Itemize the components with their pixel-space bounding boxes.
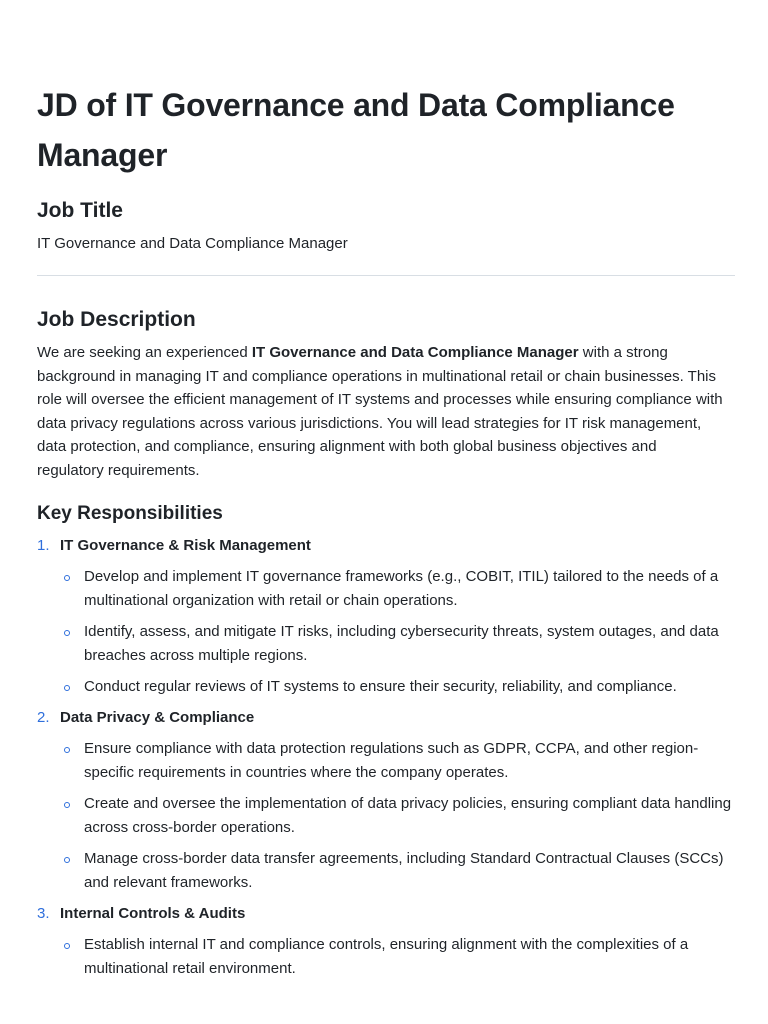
responsibility-title: IT Governance & Risk Management bbox=[60, 537, 311, 554]
bullet-circle-icon bbox=[64, 747, 70, 753]
list-item bbox=[37, 675, 735, 699]
bullet-circle-icon bbox=[64, 802, 70, 808]
bullet-circle-icon bbox=[64, 857, 70, 863]
bullet-circle-icon bbox=[64, 630, 70, 636]
list-item bbox=[37, 933, 735, 981]
job-title-heading: Job Title bbox=[37, 199, 123, 222]
page-title: JD of IT Governance and Data Compliance Manager bbox=[37, 87, 675, 173]
list-item-text: Ensure compliance with data protection regulations such as GDPR, CCPA, and other region-specific requirements in countries where the company operates. bbox=[84, 740, 699, 781]
list-item bbox=[37, 847, 735, 895]
list-item bbox=[37, 737, 735, 785]
list-item bbox=[37, 792, 735, 840]
responsibility-items bbox=[37, 933, 735, 981]
bullet-circle-icon bbox=[64, 575, 70, 581]
responsibility-title: Internal Controls & Audits bbox=[60, 905, 246, 922]
section-divider bbox=[37, 275, 735, 276]
job-description-intro: We are seeking an experienced bbox=[37, 344, 252, 361]
list-item bbox=[37, 565, 735, 613]
responsibilities-list bbox=[37, 534, 735, 988]
bullet-circle-icon bbox=[64, 943, 70, 949]
responsibility-title: Data Privacy & Compliance bbox=[60, 709, 255, 726]
responsibility-items bbox=[37, 565, 735, 699]
job-title-value: IT Governance and Data Compliance Manager bbox=[37, 235, 348, 252]
list-number: 1. bbox=[37, 537, 50, 554]
list-item-text: Establish internal IT and compliance controls, ensuring alignment with the complexities of a multinational retail environment. bbox=[84, 936, 689, 977]
list-number: 3. bbox=[37, 905, 50, 922]
bullet-circle-icon bbox=[64, 685, 70, 691]
list-item bbox=[37, 620, 735, 668]
responsibility-section bbox=[37, 706, 735, 895]
job-description-paragraph bbox=[37, 341, 727, 483]
responsibility-section bbox=[37, 902, 735, 981]
job-description-rest: with a strong background in managing IT and compliance operations in multinational retail or chain businesses. This role will oversee the efficient management of IT systems and processes while ensuring compliance with data privacy regulations across various jurisdictions. You will lead strategies for IT risk management, data protection, and compliance, ensuring alignment with both global business objectives and regulatory requirements. bbox=[37, 344, 723, 479]
key-responsibilities-heading: Key Responsibilities bbox=[37, 503, 223, 524]
responsibility-items bbox=[37, 737, 735, 895]
list-item-text: Manage cross-border data transfer agreements, including Standard Contractual Clauses (SCCs) and relevant frameworks. bbox=[84, 850, 724, 891]
responsibility-section bbox=[37, 534, 735, 699]
list-item-text: Develop and implement IT governance frameworks (e.g., COBIT, ITIL) tailored to the needs of a multinational organization with retail or chain operations. bbox=[84, 568, 719, 609]
list-item-text: Create and oversee the implementation of data privacy policies, ensuring compliant data handling across cross-border operations. bbox=[84, 795, 732, 836]
list-number: 2. bbox=[37, 709, 50, 726]
list-item-text: Identify, assess, and mitigate IT risks, including cybersecurity threats, system outages, and data breaches across multiple regions. bbox=[84, 623, 719, 664]
job-description-role: IT Governance and Data Compliance Manager bbox=[251, 344, 579, 361]
list-item-text: Conduct regular reviews of IT systems to ensure their security, reliability, and compliance. bbox=[84, 678, 677, 695]
job-description-heading: Job Description bbox=[37, 308, 196, 331]
